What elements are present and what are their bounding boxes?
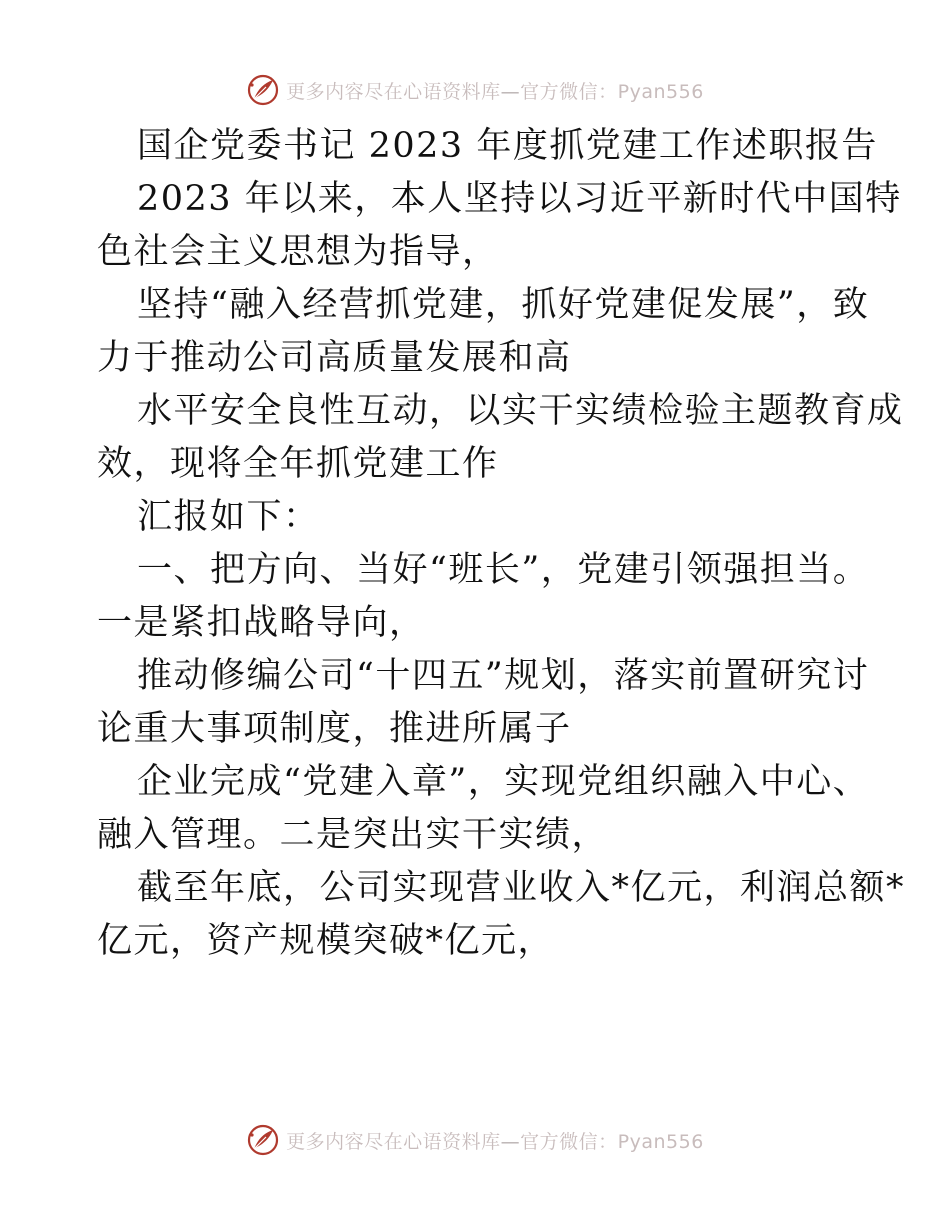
paragraph-line: 亿元，资产规模突破*亿元，: [97, 921, 555, 961]
paragraph-line: 一、把方向、当好“班长”，党建引领强担当。: [137, 550, 870, 590]
footer-watermark-banner: [0, 1120, 950, 1160]
watermark-text: 更多内容尽在心语资料库—官方微信：Pyan556: [286, 1130, 704, 1153]
paragraph-line: 水平安全良性互动，以实干实绩检验主题教育成: [137, 391, 904, 431]
header-watermark-banner: [0, 70, 950, 110]
report-title: 国企党委书记 2023 年度抓党建工作述职报告: [137, 126, 878, 166]
paragraph-line: 汇报如下：: [137, 497, 320, 537]
feather-pen-logo-icon: [246, 1123, 280, 1157]
paragraph-line: 力于推动公司高质量发展和高: [97, 338, 572, 378]
paragraph-line: 论重大事项制度，推进所属子: [97, 709, 572, 749]
paragraph-line: 截至年底，公司实现营业收入*亿元，利润总额*: [137, 868, 906, 908]
paragraph-line: 一是紧扣战略导向，: [97, 603, 426, 643]
paragraph-line: 色社会主义思想为指导，: [97, 232, 499, 272]
paragraph-line: 坚持“融入经营抓党建，抓好党建促发展”，致: [137, 285, 870, 325]
paragraph-line: 推动修编公司“十四五”规划，落实前置研究讨: [137, 656, 870, 696]
feather-pen-logo-icon: [246, 73, 280, 107]
paragraph-line: 企业完成“党建入章”，实现党组织融入中心、: [137, 762, 870, 802]
watermark-text: 更多内容尽在心语资料库—官方微信：Pyan556: [286, 80, 704, 103]
report-body: [97, 120, 906, 968]
paragraph-line: 融入管理。二是突出实干实绩，: [97, 815, 609, 855]
paragraph-line: 效，现将全年抓党建工作: [97, 444, 499, 484]
paragraph-line: 2023 年以来，本人坚持以习近平新时代中国特: [137, 179, 902, 219]
